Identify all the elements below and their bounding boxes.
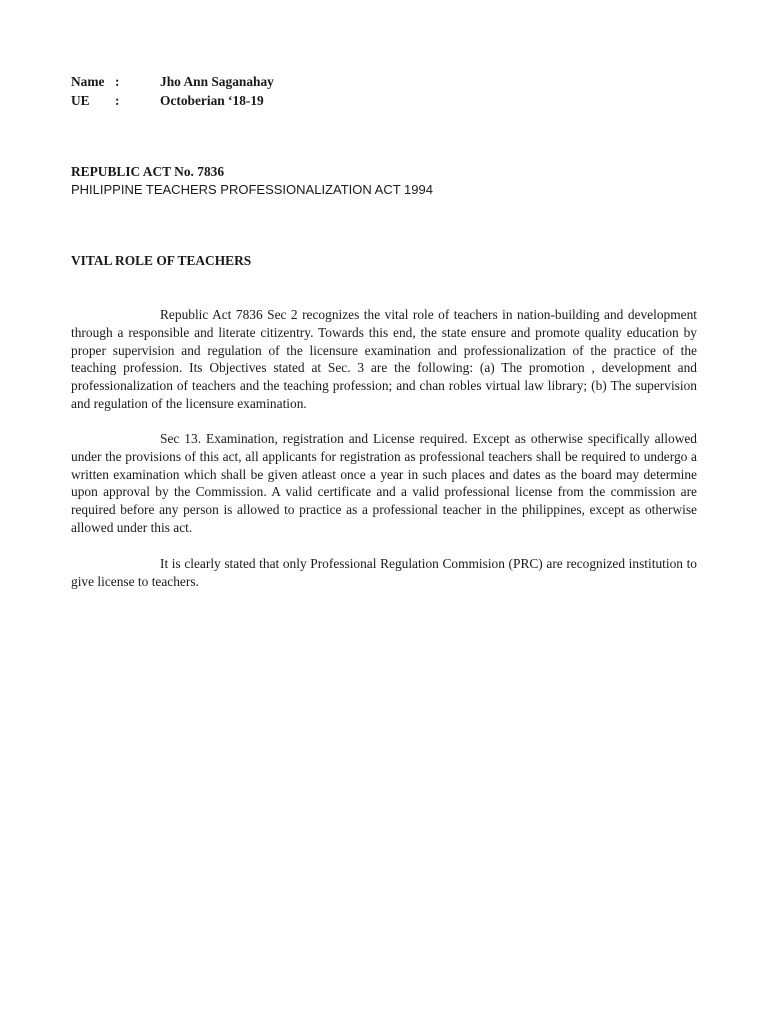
- section-heading: VITAL ROLE OF TEACHERS: [71, 253, 252, 268]
- ue-colon: :: [115, 93, 120, 108]
- act-subtitle: PHILIPPINE TEACHERS PROFESSIONALIZATION ACT 1994: [71, 182, 433, 197]
- paragraph-3-text: It is clearly stated that only Professional Regulation Commision (PRC) are recognized institution to give license to teachers.: [71, 556, 697, 589]
- name-colon: :: [115, 74, 120, 89]
- ue-value: Octoberian ‘18-19: [160, 93, 264, 108]
- student-info: [71, 73, 274, 111]
- name-value: Jho Ann Saganahay: [160, 74, 274, 89]
- paragraph-3: [71, 555, 697, 591]
- ue-row: [71, 92, 274, 111]
- ue-label: UE: [71, 93, 90, 108]
- paragraph-2-text: Sec 13. Examination, registration and License required. Except as otherwise specifically allowed under the provisions of this act, all applicants for registration as professional teachers shall be required to undergo a written examination which shall be given atleast once a year in such places and dates as the board may determine upon approval by the Commission. A valid certificate and a valid professional license from the commission are required before any person is allowed to practice as a professional teacher in the philippines, except as otherwise allowed under this act.: [71, 431, 697, 535]
- act-title: REPUBLIC ACT No. 7836: [71, 164, 225, 179]
- name-label: Name: [71, 74, 105, 89]
- paragraph-1-text: Republic Act 7836 Sec 2 recognizes the vital role of teachers in nation-building and development through a responsible and literate citizentry. Towards this end, the state ensure and promote quality education by proper supervision and regulation of the licensure examination and professionalization of the practice of the teaching profession. Its Objectives stated at Sec. 3 are the following: (a) The promotion , development and professionalization of teachers and the teaching profession; and chan robles virtual law library; (b) The supervision and regulation of the licensure examination.: [71, 307, 697, 411]
- name-row: [71, 73, 274, 92]
- paragraph-2: [71, 430, 697, 537]
- paragraph-1: [71, 306, 697, 413]
